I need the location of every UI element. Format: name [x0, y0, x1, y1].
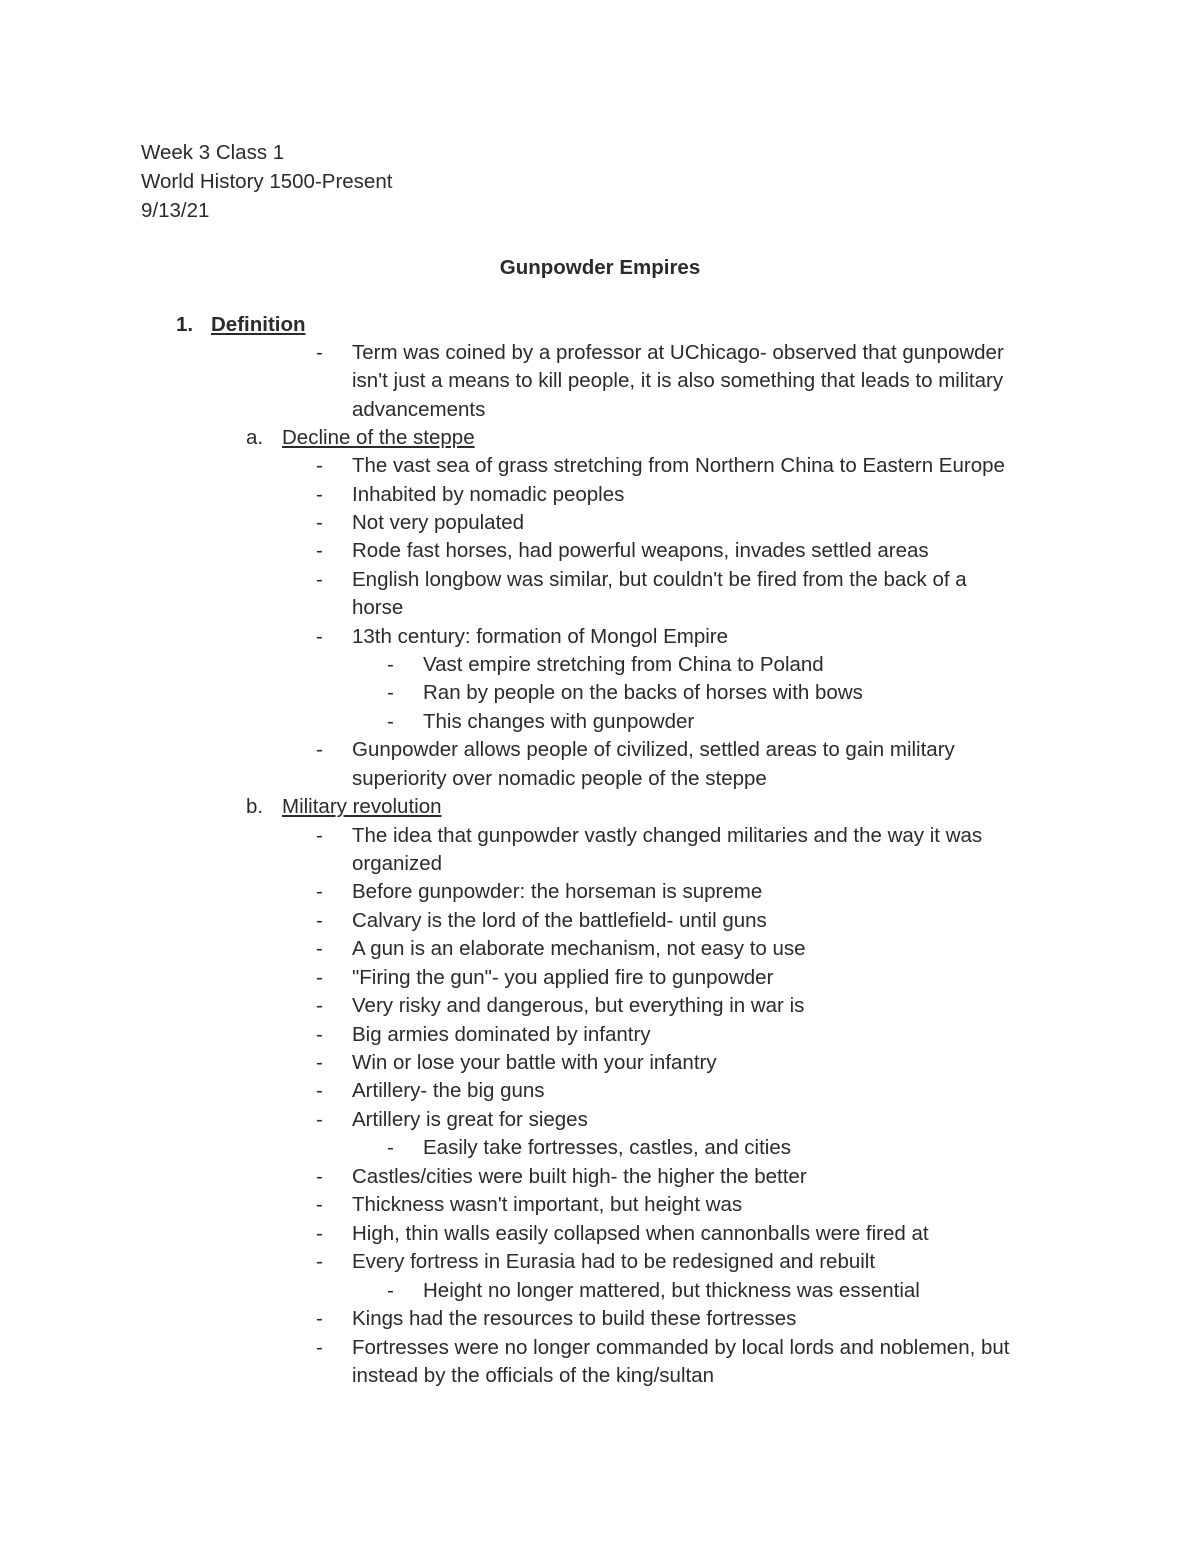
bullet-text: Very risky and dangerous, but everything in war is — [352, 994, 805, 1017]
bullet-text: Gunpowder allows people of civilized, settled areas to gain military — [352, 738, 955, 761]
sub-bullet-dash: - — [387, 710, 394, 733]
bullet-dash: - — [316, 1108, 323, 1131]
bullet-text: Win or lose your battle with your infantry — [352, 1051, 717, 1074]
bullet-text: Inhabited by nomadic peoples — [352, 483, 625, 506]
bullet-dash: - — [316, 454, 323, 477]
bullet-dash: - — [316, 1250, 323, 1273]
bullet-dash: - — [316, 625, 323, 648]
definition-text: Term was coined by a professor at UChicago- observed that gunpowder — [352, 341, 1004, 364]
bullet-dash: - — [316, 1193, 323, 1216]
section-heading-definition: Definition — [211, 313, 306, 336]
bullet-text: Every fortress in Eurasia had to be redesigned and rebuilt — [352, 1250, 876, 1273]
bullet-dash: - — [316, 568, 323, 591]
bullet-text: The vast sea of grass stretching from Northern China to Eastern Europe — [352, 454, 1005, 477]
bullet-text: Not very populated — [352, 511, 525, 534]
bullet-text: organized — [352, 852, 443, 875]
bullet-dash: - — [316, 539, 323, 562]
bullet-text: Castles/cities were built high- the higher the better — [352, 1165, 807, 1188]
bullet-text: Fortresses were no longer commanded by local lords and noblemen, but — [352, 1336, 1010, 1359]
bullet-text: Rode fast horses, had powerful weapons, invades settled areas — [352, 539, 929, 562]
header-week-class: Week 3 Class 1 — [141, 141, 285, 164]
bullet-text: Before gunpowder: the horseman is supreme — [352, 880, 763, 903]
bullet-dash: - — [316, 511, 323, 534]
sub-bullet-dash: - — [387, 1279, 394, 1302]
bullet-dash: - — [316, 824, 323, 847]
definition-text: advancements — [352, 398, 486, 421]
bullet-text: Big armies dominated by infantry — [352, 1023, 651, 1046]
header-course: World History 1500-Present — [141, 170, 393, 193]
bullet-dash: - — [316, 738, 323, 761]
bullet-dash: - — [316, 341, 323, 364]
section-number: 1. — [176, 313, 194, 336]
definition-text: isn't just a means to kill people, it is also something that leads to military — [352, 369, 1004, 392]
bullet-text: Thickness wasn't important, but height was — [352, 1193, 743, 1216]
subsection-letter: a. — [246, 426, 264, 449]
bullet-dash: - — [316, 1023, 323, 1046]
bullet-dash: - — [316, 1222, 323, 1245]
bullet-dash: - — [316, 994, 323, 1017]
sub-bullet-dash: - — [387, 653, 394, 676]
bullet-text: Calvary is the lord of the battlefield- until guns — [352, 909, 767, 932]
bullet-text: A gun is an elaborate mechanism, not easy to use — [352, 937, 806, 960]
bullet-dash: - — [316, 1051, 323, 1074]
header-date: 9/13/21 — [141, 199, 210, 222]
bullet-text: horse — [352, 596, 404, 619]
sub-bullet-text: This changes with gunpowder — [423, 710, 695, 733]
bullet-text: 13th century: formation of Mongol Empire — [352, 625, 729, 648]
bullet-dash: - — [316, 966, 323, 989]
bullet-text: Kings had the resources to build these fortresses — [352, 1307, 797, 1330]
bullet-text: superiority over nomadic people of the steppe — [352, 767, 767, 790]
bullet-text: instead by the officials of the king/sultan — [352, 1364, 715, 1387]
bullet-dash: - — [316, 880, 323, 903]
bullet-text: English longbow was similar, but couldn't be fired from the back of a — [352, 568, 967, 591]
page-title: Gunpowder Empires — [499, 256, 701, 279]
sub-bullet-dash: - — [387, 681, 394, 704]
subsection-heading-military: Military revolution — [282, 795, 442, 818]
bullet-dash: - — [316, 1307, 323, 1330]
bullet-text: Artillery- the big guns — [352, 1079, 545, 1102]
sub-bullet-text: Ran by people on the backs of horses with bows — [423, 681, 863, 704]
bullet-text: "Firing the gun"- you applied fire to gunpowder — [352, 966, 774, 989]
bullet-dash: - — [316, 1336, 323, 1359]
sub-bullet-text: Easily take fortresses, castles, and cities — [423, 1136, 792, 1159]
bullet-dash: - — [316, 1079, 323, 1102]
bullet-text: Artillery is great for sieges — [352, 1108, 588, 1131]
sub-bullet-dash: - — [387, 1136, 394, 1159]
bullet-dash: - — [316, 483, 323, 506]
bullet-dash: - — [316, 937, 323, 960]
subsection-heading-steppe: Decline of the steppe — [282, 426, 475, 449]
bullet-dash: - — [316, 1165, 323, 1188]
sub-bullet-text: Vast empire stretching from China to Poland — [423, 653, 824, 676]
bullet-text: The idea that gunpowder vastly changed militaries and the way it was — [352, 824, 983, 847]
subsection-letter: b. — [246, 795, 264, 818]
bullet-dash: - — [316, 909, 323, 932]
bullet-text: High, thin walls easily collapsed when cannonballs were fired at — [352, 1222, 929, 1245]
sub-bullet-text: Height no longer mattered, but thickness was essential — [423, 1279, 920, 1302]
